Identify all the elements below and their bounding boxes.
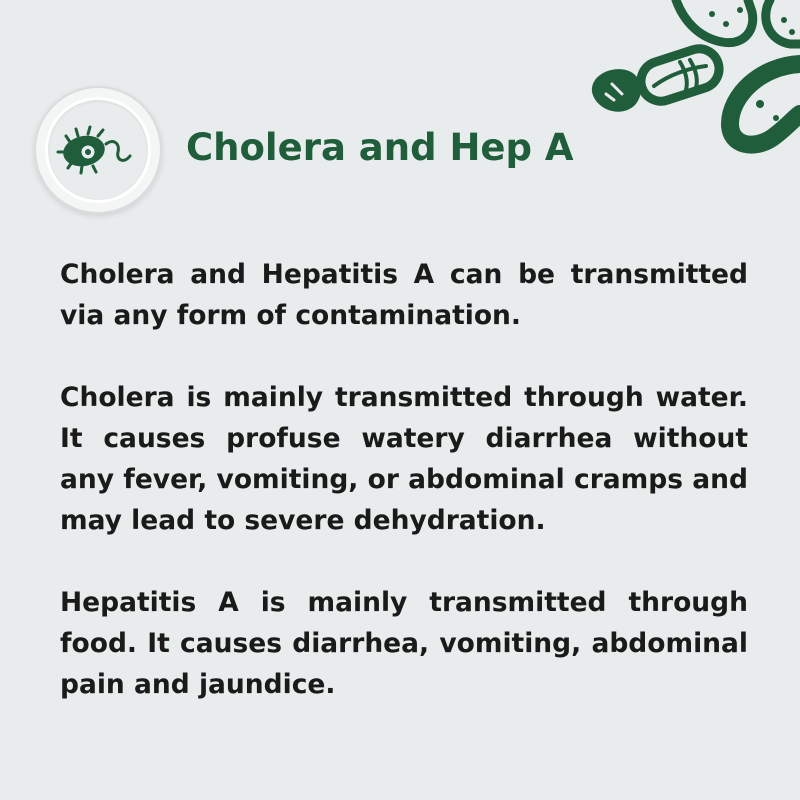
icon-badge [34, 86, 162, 214]
paragraph-hepatitis-a: Hepatitis A is mainly transmitted through food. It causes diarrhea, vomiting, abdominal pain and jaundice. [60, 587, 748, 700]
paragraph-intro: Cholera and Hepatitis A can be transmitted via any form of contamination. [60, 259, 748, 331]
paragraph-cholera: Cholera is mainly transmitted through water. It causes profuse watery diarrhea without any fever, vomiting, or abdominal cramps and may lead to severe dehydration. [60, 382, 748, 536]
body-text [60, 254, 748, 705]
bacterium-icon [48, 100, 148, 200]
page-title: Cholera and Hep A [186, 126, 574, 169]
